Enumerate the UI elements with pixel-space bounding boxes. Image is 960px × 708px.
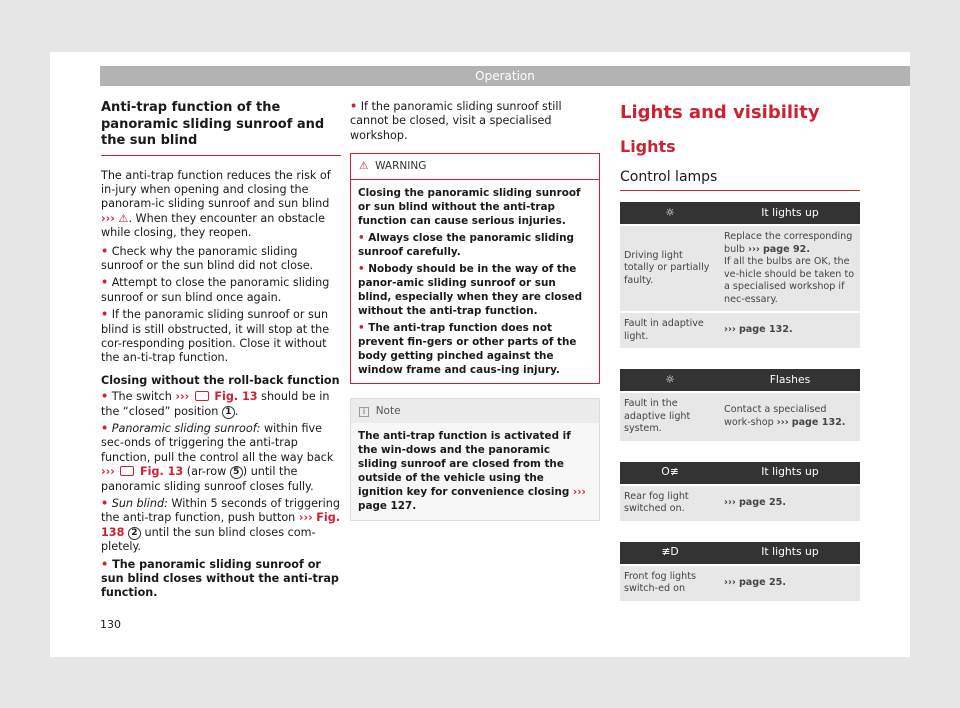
table-header: It lights up [720, 462, 860, 485]
table-row: Fault in the adaptive light system. Contact a specialised work-shop ››› page 132. [620, 392, 860, 441]
subsection-title: Control lamps [620, 168, 860, 191]
warning-header: ⚠ WARNING [351, 154, 599, 179]
right-column [620, 100, 860, 601]
callout-number: 1 [222, 406, 235, 419]
warning-triangle-icon: ⚠ [118, 211, 129, 225]
list-item: • Panoramic sliding sunroof: within five sec-onds of triggering the anti-trap function, pull the control all the way back ››› Fig. 13 (ar-row 5 ) until the panoramic sliding sunroof closes fully. [101, 422, 334, 493]
list-item: • Attempt to close the panoramic sliding sunroof or sun blind once again. [101, 276, 330, 304]
list-item: • The switch ››› Fig. 13 should be in the “closed” position 1 . [101, 390, 330, 418]
note-header: i Note [351, 399, 599, 423]
table-row: Fault in adaptive light. ››› page 132. [620, 312, 860, 348]
list-item: • The anti-trap function does not prevent fin-gers or other parts of the body getting pinched against the window frame and caus-ing injury. [358, 321, 577, 376]
info-icon: i [359, 407, 369, 417]
table-row: Driving light totally or partially faulty. Replace the corresponding bulb ››› page 92. If all the bulbs are OK, the ve-hicle should be taken to a specialised workshop if nec-essary. [620, 225, 860, 312]
table-header: Flashes [720, 369, 860, 392]
control-lamp-table [620, 462, 860, 521]
sun-lamp-icon: ☼ [620, 369, 720, 392]
note-box [350, 398, 600, 521]
section-title: Anti-trap function of the panoramic sliding sunroof and the sun blind [101, 100, 341, 156]
section-title: Lights [620, 137, 676, 156]
table-row: Rear fog light switched on. ››› page 25. [620, 485, 860, 521]
warning-body: Closing the panoramic sliding sunroof or sun blind without the anti-trap function can cause serious injuries. • Always close the panoramic sliding sunroof carefully. • Nobody should be in the way of the panor-amic sliding sunroof or sun blind, especially when they are closed without the anti-trap function. • The anti-trap function does not prevent fin-gers or other parts of the body getting pinched against the window frame and caus-ing injury. [351, 180, 599, 383]
control-lamp-table [620, 202, 860, 348]
warning-box [350, 153, 600, 383]
intro-paragraph: The anti-trap function reduces the risk of in-jury when opening and closing the panoram-ic sliding sunroof and sun blind ››› ⚠. When they encounter an obstacle while closing, they reopen. [101, 168, 331, 240]
cross-ref-arrow[interactable]: ››› [101, 211, 115, 225]
figure-link[interactable]: Fig. 13 [139, 465, 184, 479]
page-link[interactable]: page 132. [738, 324, 793, 336]
front-fog-icon: ≢D [620, 542, 720, 565]
control-lamp-table [620, 542, 860, 601]
page-link[interactable]: page 92. [762, 243, 810, 255]
page-link[interactable]: page 25. [738, 576, 786, 588]
rear-fog-icon: O≢ [620, 462, 720, 485]
left-column [101, 100, 341, 604]
callout-number: 5 [230, 466, 243, 479]
warning-triangle-icon: ⚠ [359, 160, 369, 173]
page-number: 130 [100, 618, 121, 631]
callout-number: 2 [128, 527, 141, 540]
subheading: Closing without the roll-back function [101, 373, 340, 387]
table-header: It lights up [720, 202, 860, 225]
list-item: • Check why the panoramic sliding sunroof or the sun blind did not close. [101, 244, 314, 272]
middle-column [350, 100, 600, 521]
manual-page [50, 52, 910, 657]
list-item: • Always close the panoramic sliding sunroof carefully. [358, 231, 574, 258]
table-row: Front fog lights switch-ed on ››› page 25. [620, 565, 860, 601]
page-link[interactable]: page 25. [738, 496, 786, 508]
chapter-title: Lights and visibility [620, 102, 820, 123]
figure-link[interactable]: Fig. 138 [101, 511, 340, 539]
sun-lamp-icon: ☼ [620, 202, 720, 225]
page-link[interactable]: page 132. [791, 416, 846, 428]
figure-icon [120, 466, 134, 476]
page-link[interactable]: page 127. [358, 500, 417, 513]
list-item: • The panoramic sliding sunroof or sun blind closes without the anti-trap function. [101, 557, 339, 600]
list-item: • Nobody should be in the way of the panor-amic sliding sunroof or sun blind, especially when they are closed without the anti-trap function. [358, 262, 583, 317]
list-item: • Sun blind: Within 5 seconds of triggering the anti-trap function, push button ››› Fig. 138 2 until the sun blind closes com-pletely. [101, 497, 340, 554]
list-item: • If the panoramic sliding sunroof or sun blind is still obstructed, it will stop at the cor-responding position. Close it without the an-ti-trap function. [101, 308, 330, 365]
section-header: Operation [100, 66, 910, 86]
list-item: • If the panoramic sliding sunroof still cannot be closed, visit a specialised workshop. [350, 100, 562, 142]
figure-link[interactable]: Fig. 13 [214, 390, 258, 404]
figure-icon [195, 391, 209, 401]
control-lamp-table [620, 369, 860, 441]
table-header: It lights up [720, 542, 860, 565]
note-body: The anti-trap function is activated if the win-dows and the panoramic sliding sunroof are closed from the outside of the vehicle using the ignition key for convenience closing ››› page 127. [351, 423, 599, 520]
